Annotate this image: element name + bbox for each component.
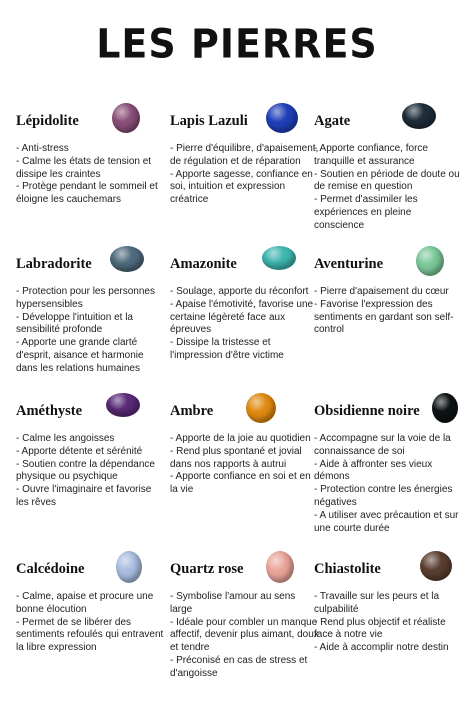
amazonite-stone-icon — [262, 246, 296, 270]
stone-description — [314, 591, 464, 655]
description-line: - Permet de se libérer des sentiments refoulés qui entravent la libre expression — [16, 616, 164, 654]
stone-name: Obsidienne noire — [314, 403, 420, 419]
stone-description — [170, 143, 320, 207]
stone-name: Agate — [314, 113, 351, 129]
description-line: - Apporte confiance, force tranquille et assurance — [314, 143, 428, 167]
lepidolite-stone-icon — [112, 103, 140, 133]
stone-description — [314, 286, 464, 337]
description-line: - Apaise l'émotivité, favorise une certaine légèreté face aux épreuves — [170, 298, 314, 336]
stone-description — [16, 143, 166, 207]
description-line: - Calme les angoisses — [16, 433, 115, 444]
black-obsidian-stone-icon — [432, 393, 458, 423]
stone-description — [16, 591, 166, 655]
description-line: - Calme, apaise et procure une bonne élocution — [16, 591, 154, 615]
description-line: - Favorise l'expression des sentiments en gardant son self-control — [314, 298, 454, 336]
stone-description — [170, 433, 320, 497]
description-line: - Soutien en période de doute ou de remise en question — [314, 168, 460, 193]
chiastolite-stone-icon — [420, 551, 452, 581]
stone-description — [170, 591, 320, 681]
description-line: - Apporte sagesse, confiance en soi, intuition et expression créatrice — [170, 168, 313, 206]
description-line: - Symbolise l'amour au sens large — [170, 591, 296, 615]
description-line: - Ouvre l'imaginaire et favorise les rêves — [16, 484, 152, 508]
stone-name: Lapis Lazuli — [170, 113, 248, 129]
description-line: - Apporte une grande clarté d'esprit, aisance et harmonie dans les relations humaines — [16, 337, 144, 374]
stone-name: Labradorite — [16, 256, 92, 272]
description-line: - A utiliser avec précaution et sur une courte durée — [314, 509, 459, 534]
lapis-lazuli-stone-icon — [266, 103, 298, 133]
description-line: - Calme les états de tension et dissipe les craintes — [16, 155, 152, 180]
description-line: - Pierre d'apaisement du cœur — [314, 286, 449, 297]
stone-name: Calcédoine — [16, 561, 85, 577]
description-line: - Protège pendant le sommeil et éloigne les cauchemars — [16, 181, 158, 206]
description-line: - Dissipe la tristesse et l'impression d'être victime — [170, 337, 284, 361]
description-line: - Apporte détente et sérénité — [16, 445, 143, 457]
amethyst-stone-icon — [106, 393, 140, 417]
description-line: - Apporte confiance en soi et en la vie — [170, 471, 311, 496]
stone-name: Aventurine — [314, 256, 384, 272]
stone-name: Améthyste — [16, 403, 83, 419]
stone-description — [16, 286, 166, 376]
stone-name: Quartz rose — [170, 561, 244, 577]
labradorite-stone-icon — [110, 246, 144, 272]
amber-stone-icon — [246, 393, 276, 423]
stone-name: Ambre — [170, 403, 214, 419]
description-line: - Pierre d'équilibre, d'apaisement, de régulation et de réparation — [170, 143, 319, 167]
description-line: - Permet d'assimiler les expériences en pleine conscience — [314, 194, 418, 231]
stone-description — [16, 433, 166, 510]
chalcedony-stone-icon — [116, 551, 142, 583]
rose-quartz-stone-icon — [266, 551, 294, 583]
description-line: - Rend plus objectif et réaliste face à notre vie — [314, 616, 446, 641]
description-line: - Préconisé en cas de stress et d'angoisse — [170, 654, 308, 679]
aventurine-stone-icon — [416, 246, 444, 276]
description-line: - Rend plus spontané et jovial dans nos rapports à autrui — [170, 445, 302, 470]
description-line: - Soulage, apporte du réconfort — [170, 286, 309, 297]
description-line: - Soutien contre la dépendance physique ou psychique — [16, 458, 155, 483]
description-line: - Aide à affronter ses vieux démons — [314, 458, 433, 483]
description-line: - Développe l'intuition et la sensibilité profonde — [16, 311, 133, 336]
stone-name: Amazonite — [170, 256, 237, 272]
description-line: - Aide à accomplir notre destin — [314, 642, 449, 654]
page-title: LES PIERRES — [96, 20, 378, 68]
stone-description — [314, 433, 464, 535]
description-line: - Accompagne sur la voie de la connaissance de soi — [314, 433, 451, 457]
stone-name: Lépidolite — [16, 113, 79, 129]
stone-name: Chiastolite — [314, 561, 381, 577]
stone-description — [170, 286, 320, 363]
agate-stone-icon — [402, 103, 436, 129]
description-line: - Apporte de la joie au quotidien — [170, 433, 311, 444]
description-line: - Anti-stress — [16, 143, 69, 154]
description-line: - Travaille sur les peurs et la culpabilité — [314, 591, 440, 615]
description-line: - Protection pour les personnes hypersensibles — [16, 286, 155, 310]
stone-description — [314, 143, 464, 233]
description-line: - Idéale pour combler un manque affectif, devenir plus aimant, doux et tendre — [170, 616, 319, 654]
description-line: - Protection contre les énergies négatives — [314, 484, 453, 508]
